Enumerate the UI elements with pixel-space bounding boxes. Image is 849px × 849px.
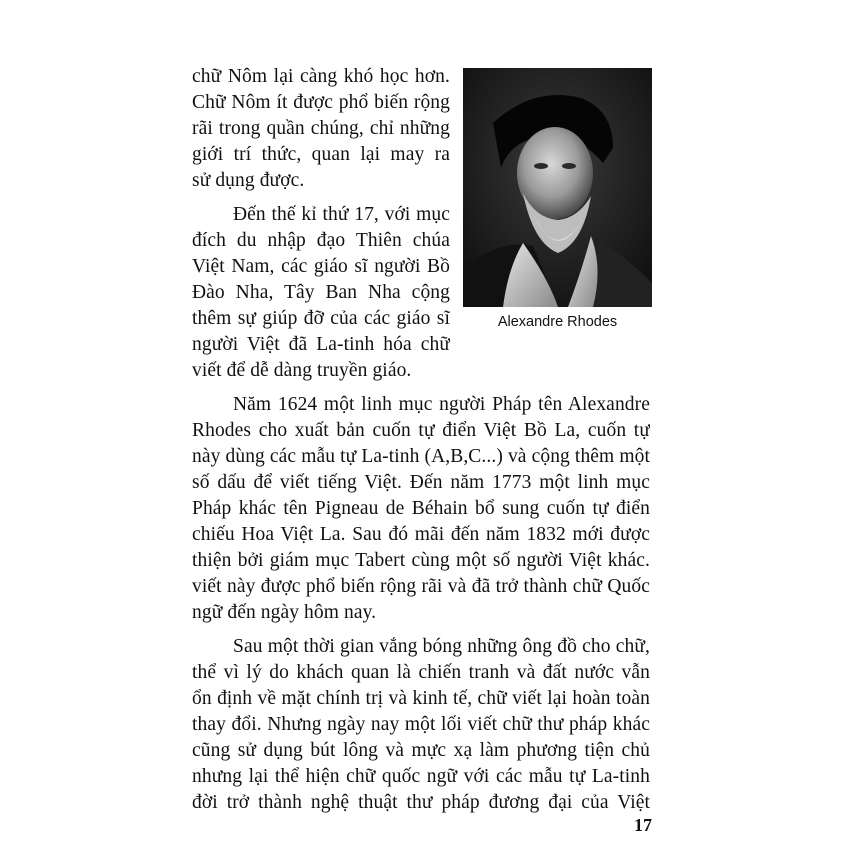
text-line: Đến thế kỉ thứ 17, với mục — [233, 204, 450, 225]
text-line: cũng sử dụng bút lông và mực xạ làm phương tiện chủ — [192, 740, 650, 761]
text-line: nhưng lại thể hiện chữ quốc ngữ với các mẫu tự La-tinh — [192, 766, 650, 787]
text-line: ngữ đến ngày hôm nay. — [192, 602, 377, 623]
figure-caption: Alexandre Rhodes — [497, 314, 618, 330]
text-line: thiện bởi giám mục Tabert cùng một số người Việt khác. — [192, 550, 650, 571]
text-line: Năm 1624 một linh mục người Pháp tên Alexandre — [233, 394, 650, 415]
text-line: Sau một thời gian vắng bóng những ông đồ cho chữ, — [233, 636, 650, 657]
text-line: Rhodes cho xuất bản cuốn tự điển Việt Bồ La, cuốn tự — [192, 420, 650, 441]
text-line: thay đổi. Nhưng ngày nay một lối viết chữ thư pháp khác — [192, 714, 650, 735]
text-line: sử dụng được. — [192, 170, 305, 191]
text-line: chữ Nôm lại càng khó học hơn. — [192, 66, 450, 87]
text-line: Chữ Nôm ít được phổ biến rộng — [192, 92, 450, 113]
portrait-photo — [463, 68, 652, 307]
text-line: Việt Nam, các giáo sĩ người Bồ — [192, 256, 450, 277]
text-line: rãi trong quần chúng, chỉ những — [192, 118, 450, 139]
text-line: đời trở thành nghệ thuật thư pháp đương đại của Việt — [192, 792, 650, 813]
text-line: đích du nhập đạo Thiên chúa — [192, 230, 450, 251]
text-line: viết này được phổ biến rộng rãi và đã trở thành chữ Quốc — [192, 576, 650, 597]
text-line: thêm sự giúp đỡ của các giáo sĩ — [192, 308, 450, 329]
page-number: 17 — [634, 815, 652, 835]
text-line: viết để dễ dàng truyền giáo. — [192, 360, 412, 381]
text-line: Đào Nha, Tây Ban Nha cộng — [192, 282, 450, 303]
text-line: Pháp khác tên Pigneau de Béhain bổ sung cuốn tự điển — [192, 498, 650, 519]
portrait-illustration — [463, 68, 652, 307]
text-line: giới trí thức, quan lại may ra — [192, 144, 450, 165]
text-line: này dùng các mẫu tự La-tinh (A,B,C...) và cộng thêm một — [192, 446, 650, 467]
text-line: người Việt đã La-tinh hóa chữ — [192, 334, 450, 355]
text-line: thể vì lý do khách quan là chiến tranh và đất nước vẫn — [192, 662, 650, 683]
text-line: số dấu để viết tiếng Việt. Đến năm 1773 một linh mục — [192, 472, 650, 493]
text-line: chiếu Hoa Việt La. Sau đó mãi đến năm 1832 mới được — [192, 524, 650, 545]
text-line: ổn định về mặt chính trị và kinh tế, chữ viết lại hoàn toàn — [192, 688, 650, 709]
